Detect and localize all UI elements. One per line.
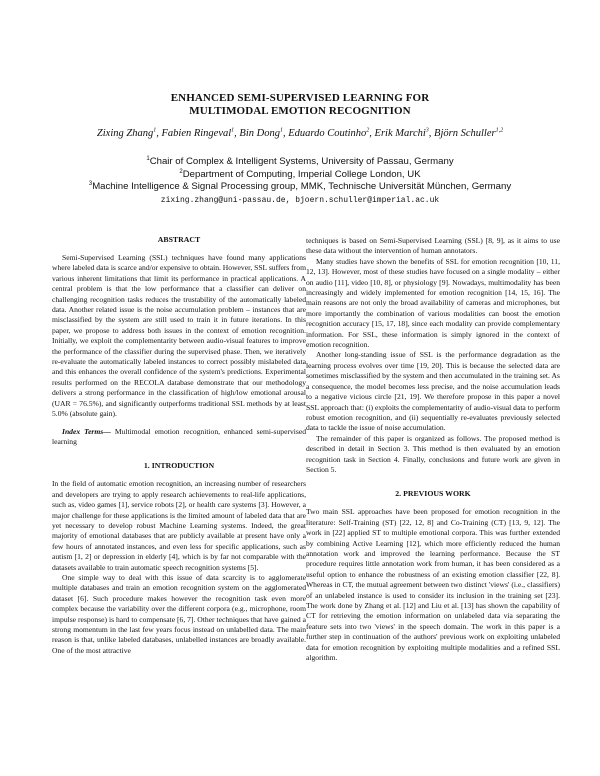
contact-emails: zixing.zhang@uni-passau.de, bjoern.schuller@imperial.ac.uk: [160, 196, 440, 205]
author-name: Eduardo Coutinho: [288, 128, 367, 139]
author-affil-mark: 1: [153, 127, 157, 134]
affiliation: $^1$Chair of Complex & Intelligent Systems, University of Passau, Germany: [146, 155, 454, 167]
author-affil-mark: 1: [231, 127, 235, 134]
intro-paragraph: The remainder of this paper is organized as follows. The proposed method is described in detail in Section 3. This method is then evaluated by an emotion recognition task in Section 4. Finally, conclusions and future work are given in Section 5.: [306, 433, 560, 474]
abstract-heading: ABSTRACT: [157, 235, 201, 244]
index-terms: [52, 427, 306, 448]
affiliation: $^3$Machine Intelligence & Signal Processing group, MMK, Technische Universität München, Germany: [88, 180, 512, 192]
intro-paragraph: One simple way to deal with this issue of data scarcity is to agglomerate multiple databases and train an emotion recognition system on the agglomerated dataset [6]. Such procedure makes however the recognition task even more complex because the variability over the different corpora (e.g., microphone, room impulse response) is hard to compensate [6, 7]. Other techniques that have gained a strong momentum in the last few years focus instead on unlabelled data. The main reason is that, unlike labeled databases, unlabelled instances are broadly available. One of the most attractive: [52, 572, 306, 655]
previous-work-heading: 2. PREVIOUS WORK: [395, 489, 471, 499]
index-terms-text: Multimodal emotion recognition, enhanced semi-supervised learning: [52, 426, 307, 446]
author-name: Zixing Zhang: [96, 128, 154, 139]
author-name: Erik Marchi: [374, 128, 426, 139]
right-column: [306, 236, 560, 663]
left-column: [52, 235, 306, 656]
author-affil-mark: 1: [279, 127, 283, 134]
title-line-1: ENHANCED SEMI-SUPERVISED LEARNING FOR: [170, 92, 430, 104]
affiliation: $^2$Department of Computing, Imperial College London, UK: [179, 168, 421, 180]
paper-title: [0, 92, 600, 118]
intro-paragraph: In the field of automatic emotion recognition, an increasing number of researchers and developers are trying to apply research achievements to real-life applications, such as, video games [1], service robots [2], or health care systems [3]. However, a major challenge for these applications is the limited amount of labeled data that are yet necessary to develop robust Machine Learning systems. Indeed, the great majority of emotional databases that are publicly available at present have only a few hours of annotated instances, and even less for specific applications, such as autism [1, 2] or depression in elderly [4], which is by far not comparable with the datasets available to train automatic speech recognition systems [5].: [52, 479, 306, 572]
title-line-2: MULTIMODAL EMOTION RECOGNITION: [189, 105, 411, 117]
author-affil-mark: 3: [425, 127, 429, 134]
author-name: Bin Dong: [239, 128, 280, 139]
introduction-heading: 1. INTRODUCTION: [143, 461, 215, 471]
intro-paragraph: techniques is based on Semi-Supervised Learning (SSL) [8, 9], as it aims to use these data without the intervention of human annotators.: [306, 236, 560, 256]
abstract-text: Semi-Supervised Learning (SSL) techniques have found many applications where labeled data is scarce and/or expensive to obtain. However, SSL suffers from various inherent limitations that limit its performance in practical applications. A central problem is that the low performance that a classifier can deliver on challenging recognition tasks reduces the trustability of the automatically labeled data. Another related issue is the noise accumulation problem – instances that are misclassified by the system are still used to train it in future iterations. In this paper, we propose to address both issues in the context of emotion recognition. Initially, we exploit the complementarity between audio-visual features to improve the performance of the classifier during the supervised phase. Then, we iteratively re-evaluate the automatically labeled instances to correct possibly mislabeled data and this enhances the overall confidence of the system's predictions. Experimental results performed on the RECOLA database demonstrate that our methodology delivers a strong performance in the classification of high/low emotional arousal (UAR = 76.5%), and significantly outperforms traditional SSL methods by at least 5.0% (absolute gain).: [52, 253, 307, 419]
intro-paragraph: Many studies have shown the benefits of SSL for emotion recognition [10, 11, 12, 13]. However, most of these studies have focused on a single modality – either on audio [11], video [10, 8], or physiology [9]. Nowadays, multimodality has been increasingly and widely implemented for emotion recognition [14, 15, 16]. The main reasons are not only the broad availability of cameras and microphones, but more importantly the combination of various modalities can boost the emotion recognition accuracy [15, 17, 18], since each modality can provide complementary information. For SSL, these information is simply ignored in the context of emotion recognition.: [306, 256, 560, 350]
affiliations: [20, 156, 580, 194]
author-list: Zixing Zhang$^1$, Fabien Ringeval$^1$, Bin Dong$^1$, Eduardo Coutinho$^2$, Erik Marchi$^3$, Björn Schuller$^{1,2}$: [96, 127, 504, 139]
author-name: Fabien Ringeval: [161, 128, 232, 139]
author-affil-mark: 2: [366, 127, 370, 134]
previous-work-paragraph: Two main SSL approaches have been proposed for emotion recognition in the literature: Self-Training (ST) [22, 12, 8] and Co-Training (CT) [13, 9, 12]. The work in [22] applied ST to multiple emotional corpora. This was further extended by combining Active Learning [12], which more efficiently reduced the human annotation work and improved the learning performance. Because the ST procedure requires little annotation work from human, it has been considered as a useful option to enhance the robustness of an existing emotion classifier [22, 8]. Whereas in CT, the mutual agreement between two distinct 'views' (i.e., classifiers) of an unlabeled instance is used to consider its inclusion in the training set [23]. The work done by Zhang et al. [12] and Liu et al. [13] has shown the capability of CT for retrieving the emotion information on unlabeled data via separating the feature sets into two 'views' in the speech domain. The work in this paper is a further step in continuation of the authors' previous work on exploiting unlabeled data for emotion recognition by exploiting multiple modalities and a refined SSL algorithm.: [306, 507, 560, 663]
author-name: Björn Schuller: [434, 128, 496, 139]
intro-paragraph: Another long-standing issue of SSL is the performance degradation as the learning process evolves over time [19, 20]. This is because the selected data are sometimes misclassified by the system and then accumulated in the training set. As a consequence, the model becomes less precise, and the noise accumulation leads to a negative vicious circle [21, 19]. We therefore propose in this paper a novel SSL approach that: (i) exploits the complementarity of audio-visual data to perform robust emotion recognition, and (ii) sequentially re-evaluates previously selected data to tackle the issue of noise accumulation.: [306, 350, 560, 433]
index-terms-label: Index Terms—: [62, 426, 111, 436]
author-affil-mark: 1,2: [495, 127, 504, 134]
